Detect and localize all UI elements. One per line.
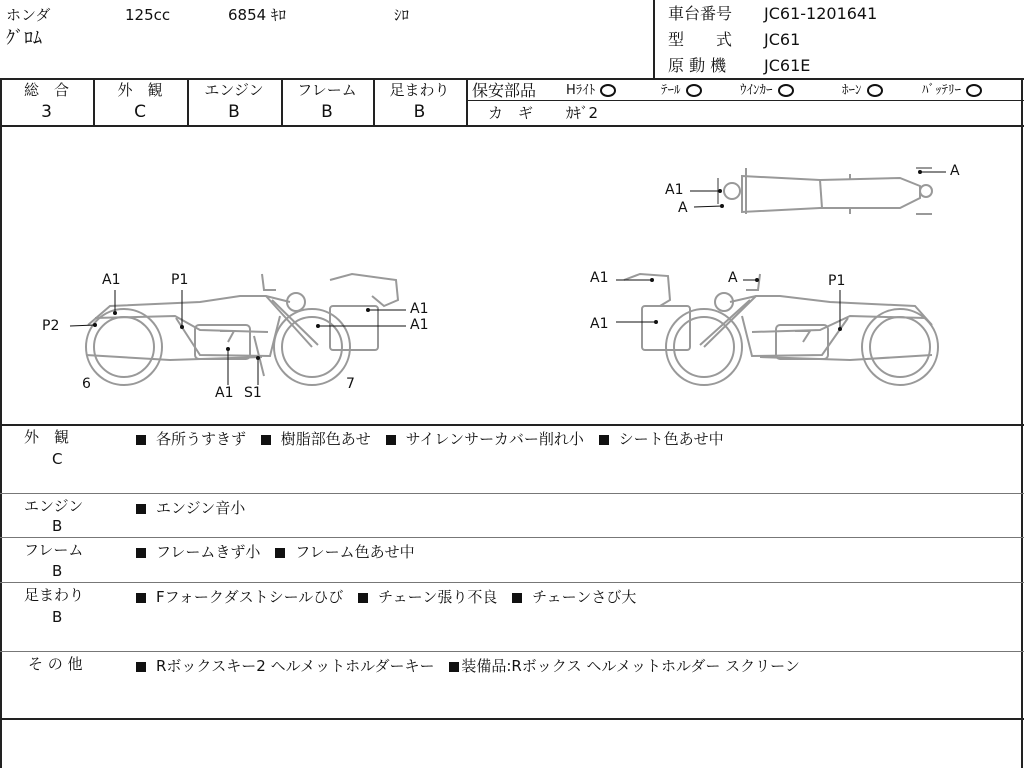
remark-section-exterior: 外 観 (24, 428, 70, 446)
remarks-top-line (0, 424, 1024, 426)
bullet-icon (358, 593, 368, 603)
grade-label-total: 総 合 (23, 81, 69, 99)
diagram-label-a1: A1 (590, 316, 609, 332)
bullet-icon (136, 548, 146, 558)
diagram-label-p1: P1 (828, 273, 846, 289)
mileage: 6854 ｷﾛ (228, 6, 286, 24)
diagram-label-a: A (728, 270, 738, 286)
bullet-icon (136, 593, 146, 603)
maker: ホンダ (6, 6, 51, 24)
diagram-label-a: A (678, 200, 688, 216)
remarks-bottom-line (0, 718, 1024, 720)
bullet-icon (275, 548, 285, 558)
grade-label-suspension: 足まわり (389, 81, 450, 99)
key-label: カ ギ (488, 104, 534, 122)
model-name: ｸﾞﾛﾑ (6, 28, 42, 49)
remark-grade-engine: B (52, 517, 63, 535)
diagram-label-s1: S1 (244, 385, 262, 401)
type-label: 型 式 (668, 30, 733, 49)
remarks-divider (0, 582, 1024, 583)
safety-divider (466, 100, 1024, 101)
diagram-label-a1: A1 (215, 385, 234, 401)
bike-left-view (86, 274, 398, 385)
diagram-label-p2: P2 (42, 318, 60, 334)
safety-item-battery: ﾊﾞｯﾃﾘｰ (922, 82, 982, 100)
chassis-label: 車台番号 (668, 4, 733, 23)
ok-circle-icon (686, 84, 702, 97)
header-divider (653, 0, 655, 78)
remark-section-suspension: 足まわり (24, 586, 85, 604)
diagram-label-a1: A1 (102, 272, 121, 288)
bullet-icon (599, 435, 609, 445)
grade-value-suspension: B (413, 102, 426, 122)
color: ｼﾛ (394, 6, 410, 24)
grade-label-engine: エンジン (204, 81, 264, 99)
bullet-icon (261, 435, 271, 445)
damage-diagram (0, 126, 1024, 424)
remark-items-engine: エンジン音小 (136, 497, 245, 518)
remark-section-engine: エンジン (24, 497, 84, 515)
safety-item-horn: ﾎｰﾝ (842, 82, 883, 100)
remark-section-frame: フレーム (24, 541, 84, 559)
grade-value-frame: B (321, 102, 333, 122)
ok-circle-icon (778, 84, 794, 97)
type-value: JC61 (764, 30, 801, 49)
remark-section-other: そ の 他 (28, 655, 83, 673)
key-value: ｶｷﾞ2 (566, 104, 599, 122)
remarks-divider (0, 651, 1024, 652)
grade-label-frame: フレーム (297, 81, 357, 99)
remark-items-suspension: Fフォークダストシールひび チェーン張り不良 チェーンさび大 (136, 586, 636, 607)
remark-items-frame: フレームきず小 フレーム色あせ中 (136, 541, 415, 562)
safety-item-headlight: Hﾗｲﾄ (566, 82, 616, 100)
grade-top-line (0, 78, 1024, 80)
engine-value: JC61E (764, 56, 811, 75)
bullet-icon (449, 662, 459, 672)
bullet-icon (136, 435, 146, 445)
grade-value-exterior: C (134, 102, 146, 122)
bullet-icon (386, 435, 396, 445)
remarks-divider (0, 537, 1024, 538)
diagram-label-a1: A1 (410, 301, 429, 317)
diagram-label-7: 7 (346, 376, 355, 392)
grade-divider-5 (466, 78, 468, 125)
bike-right-view (624, 274, 938, 385)
diagram-label-a1: A1 (590, 270, 609, 286)
remark-grade-frame: B (52, 562, 63, 580)
grade-value-total: 3 (41, 102, 52, 122)
safety-item-tail: ﾃｰﾙ (661, 82, 702, 100)
remark-grade-suspension: B (52, 608, 63, 626)
diagram-label-a1: A1 (410, 317, 429, 333)
displacement: 125cc (125, 6, 171, 24)
bullet-icon (512, 593, 522, 603)
engine-label: 原 動 機 (668, 56, 727, 75)
motorcycle-diagram (0, 126, 1024, 424)
diagram-label-a: A (950, 163, 960, 179)
ok-circle-icon (600, 84, 616, 97)
remark-items-exterior: 各所うすきず 樹脂部色あせ サイレンサーカバー削れ小 シート色あせ中 (136, 428, 724, 449)
bullet-icon (136, 662, 146, 672)
remarks-divider (0, 493, 1024, 494)
chassis-value: JC61-1201641 (764, 4, 878, 23)
grade-value-engine: B (228, 102, 240, 122)
diagram-label-a1: A1 (665, 182, 684, 198)
safety-title: 保安部品 (472, 81, 537, 100)
safety-item-winker: ｳｲﾝｶｰ (740, 82, 794, 100)
ok-circle-icon (867, 84, 883, 97)
remark-items-other: Rボックスキー2 ヘルメットホルダーキー 装備品:Rボックス ヘルメットホルダー スクリーン (136, 655, 800, 676)
bullet-icon (136, 504, 146, 514)
bike-top-view (718, 168, 932, 214)
grade-label-exterior: 外 観 (117, 81, 163, 99)
ok-circle-icon (966, 84, 982, 97)
diagram-label-6: 6 (82, 376, 91, 392)
diagram-label-p1: P1 (171, 272, 189, 288)
remark-grade-exterior: C (52, 450, 63, 468)
